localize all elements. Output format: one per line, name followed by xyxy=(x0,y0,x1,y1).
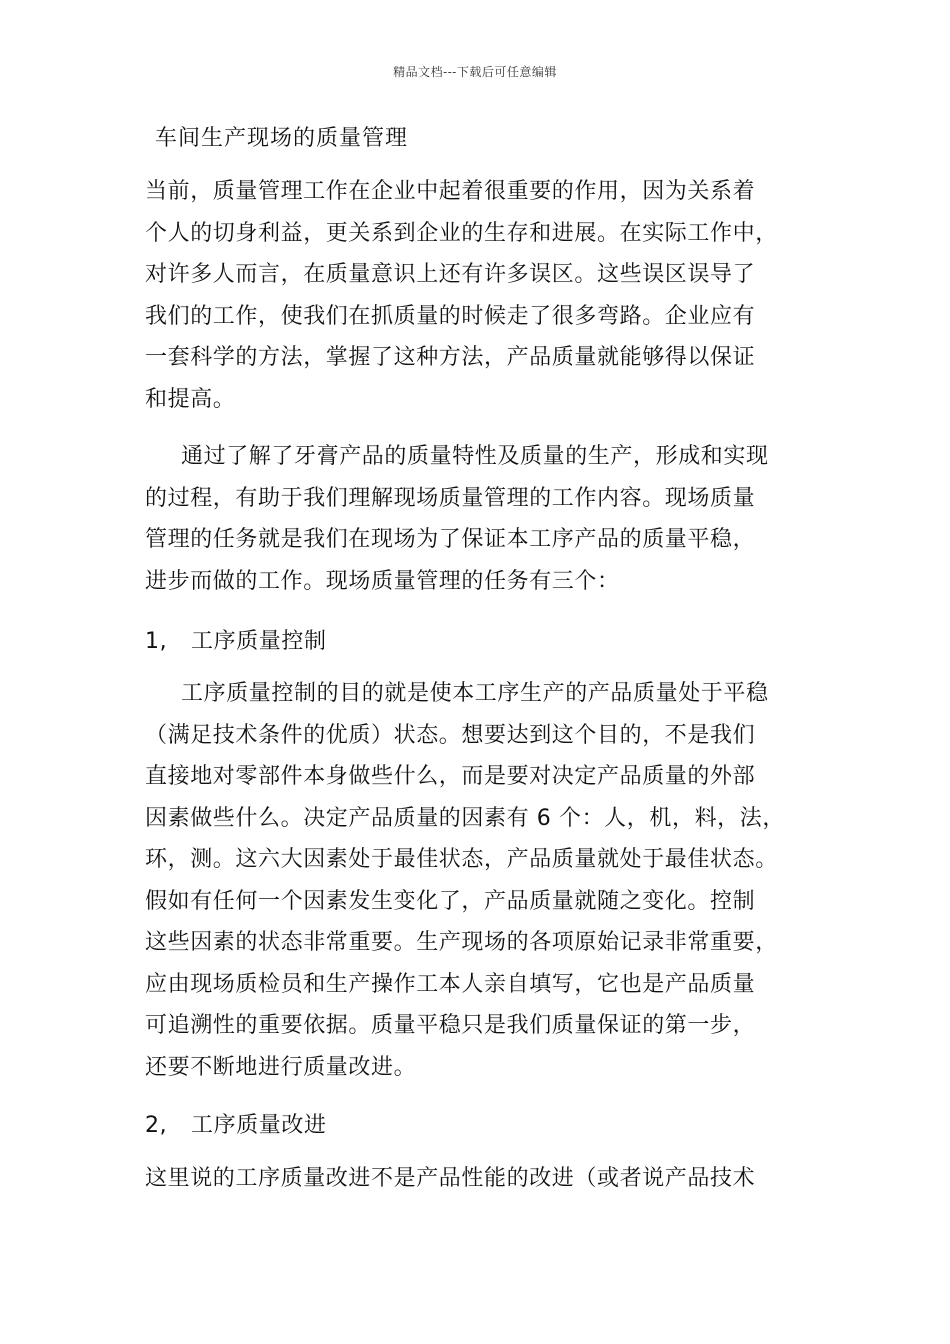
paragraph-line: 进步而做的工作。现场质量管理的任务有三个： xyxy=(145,568,620,594)
paragraph-line: 当前，质量管理工作在企业中起着很重要的作用，因为关系着 xyxy=(145,179,756,204)
paragraph-line: 管理的任务就是我们在现场为了保证本工序产品的质量平稳， xyxy=(145,527,756,552)
paragraph-intro xyxy=(145,171,825,420)
paragraph-line: 应由现场质检员和生产操作工本人亲自填写，它也是产品质量 xyxy=(145,971,756,997)
paragraph-line: （满足技术条件的优质）状态。想要达到这个目的，不是我们 xyxy=(145,722,756,748)
header-note: 精品文档---下载后可任意编辑 xyxy=(393,65,557,79)
paragraph-line: 还要不断地进行质量改进。 xyxy=(145,1054,417,1080)
paragraph-line: 和提高。 xyxy=(145,386,236,412)
paragraph-process-control xyxy=(145,673,825,1088)
paragraph-line: 因素做些什么。决定产品质量的因素有 6 个：人，机，料，法， xyxy=(145,805,785,831)
paragraph-line: 一套科学的方法，掌握了这种方法，产品质量就能够得以保证 xyxy=(145,345,756,370)
paragraph-line: 工序质量控制的目的就是使本工序生产的产品质量处于平稳 xyxy=(181,681,769,706)
section-number: 2, xyxy=(145,1113,168,1138)
paragraph-line: 个人的切身利益，更关系到企业的生存和进展。在实际工作中， xyxy=(145,220,778,246)
section-heading-1 xyxy=(145,624,327,655)
paragraph-line: 的过程，有助于我们理解现场质量管理的工作内容。现场质量 xyxy=(145,485,756,511)
paragraph-line: 这里说的工序质量改进不是产品性能的改进（或者说产品技术 xyxy=(145,1166,756,1191)
paragraph-line: 通过了解了牙膏产品的质量特性及质量的生产，形成和实现 xyxy=(181,444,769,469)
document-title: 车间生产现场的质量管理 xyxy=(155,126,409,151)
paragraph-line: 这些因素的状态非常重要。生产现场的各项原始记录非常重要， xyxy=(145,930,778,955)
paragraph-tasks xyxy=(145,436,825,602)
section-title: 工序质量改进 xyxy=(191,1113,327,1138)
paragraph-line: 环，测。这六大因素处于最佳状态，产品质量就处于最佳状态。 xyxy=(145,847,778,872)
paragraph-line: 我们的工作，使我们在抓质量的时候走了很多弯路。企业应有 xyxy=(145,303,756,329)
paragraph-line: 对许多人而言，在质量意识上还有许多误区。这些误区误导了 xyxy=(145,262,756,287)
section-heading-2 xyxy=(145,1108,327,1139)
section-title: 工序质量控制 xyxy=(191,629,327,654)
paragraph-line: 假如有任何一个因素发生变化了，产品质量就随之变化。控制 xyxy=(145,888,756,914)
paragraph-process-improvement xyxy=(145,1158,825,1200)
section-number: 1, xyxy=(145,629,168,654)
paragraph-line: 直接地对零部件本身做些什么，而是要对决定产品质量的外部 xyxy=(145,764,756,789)
paragraph-line: 可追溯性的重要依据。质量平稳只是我们质量保证的第一步， xyxy=(145,1013,756,1038)
